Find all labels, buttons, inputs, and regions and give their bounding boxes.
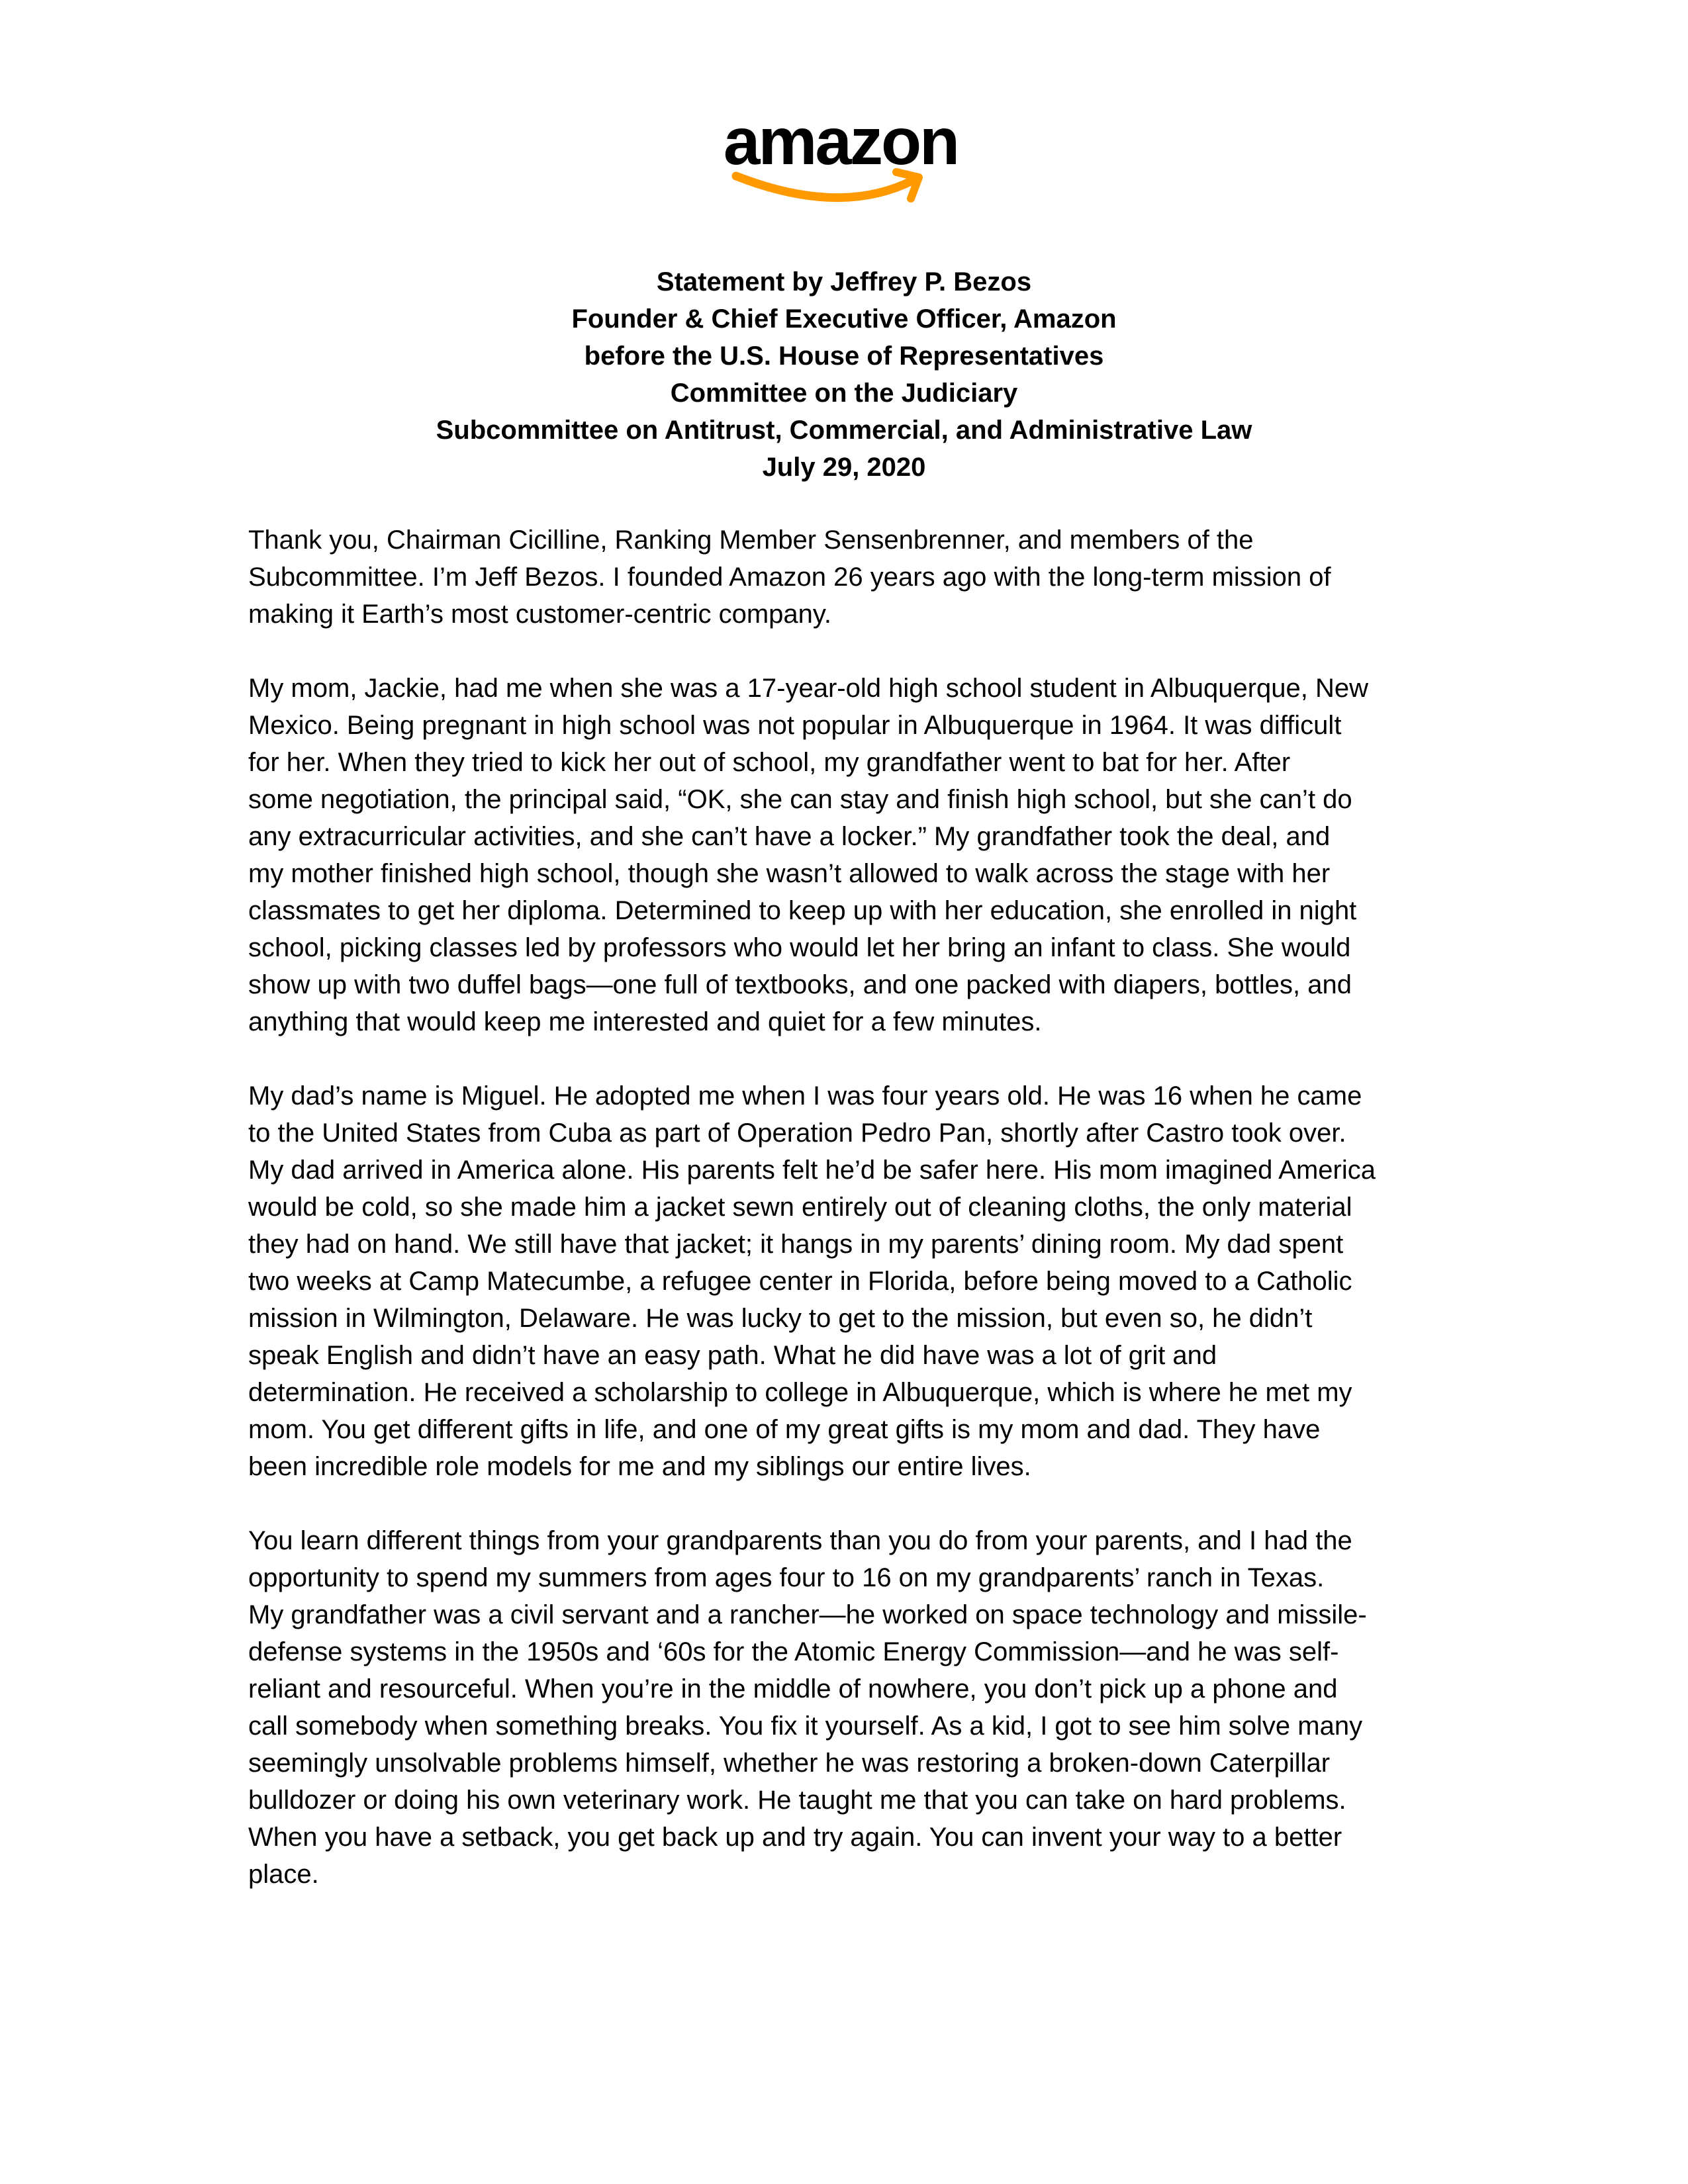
statement-heading (182, 263, 1506, 486)
paragraph-line: reliant and resourceful. When you’re in the middle of nowhere, you don’t pick up a phone and (248, 1674, 1338, 1704)
paragraph-intro (248, 522, 1440, 633)
paragraph-mother (248, 670, 1440, 1040)
paragraph-line: two weeks at Camp Matecumbe, a refugee center in Florida, before being moved to a Catholic (248, 1267, 1352, 1296)
amazon-logo (695, 106, 986, 212)
paragraph-line: making it Earth’s most customer-centric company. (248, 600, 832, 629)
paragraph-line: show up with two duffel bags—one full of textbooks, and one packed with diapers, bottles, and (248, 970, 1352, 999)
heading-title: Statement by Jeffrey P. Bezos (656, 267, 1032, 296)
statement-body (248, 522, 1440, 1930)
amazon-logo-graphic (695, 106, 986, 212)
paragraph-line: Thank you, Chairman Cicilline, Ranking Member Sensenbrenner, and members of the (248, 525, 1254, 555)
amazon-wordmark: amazon (723, 106, 959, 179)
heading-date: July 29, 2020 (762, 453, 926, 482)
paragraph-line: mission in Wilmington, Delaware. He was lucky to get to the mission, but even so, he didn’t (248, 1304, 1313, 1333)
paragraph-line: anything that would keep me interested and quiet for a few minutes. (248, 1007, 1042, 1036)
paragraph-line: mom. You get different gifts in life, and one of my great gifts is my mom and dad. They have (248, 1415, 1321, 1444)
paragraph-line: My mom, Jackie, had me when she was a 17-year-old high school student in Albuquerque, New (248, 674, 1369, 703)
paragraph-line: You learn different things from your grandparents than you do from your parents, and I had the (248, 1526, 1352, 1555)
paragraph-line: place. (248, 1860, 319, 1889)
paragraph-line: bulldozer or doing his own veterinary work. He taught me that you can take on hard problems. (248, 1786, 1346, 1815)
paragraph-line: My dad’s name is Miguel. He adopted me when I was four years old. He was 16 when he came (248, 1081, 1362, 1111)
paragraph-line: my mother finished high school, though she wasn’t allowed to walk across the stage with her (248, 859, 1331, 888)
heading-subcommittee: Subcommittee on Antitrust, Commercial, and Administrative Law (436, 416, 1252, 445)
paragraph-line: school, picking classes led by professors who would let her bring an infant to class. She would (248, 933, 1351, 962)
paragraph-line: classmates to get her diploma. Determined to keep up with her education, she enrolled in night (248, 896, 1357, 925)
paragraph-line: opportunity to spend my summers from ages four to 16 on my grandparents’ ranch in Texas. (248, 1563, 1325, 1592)
paragraph-line: any extracurricular activities, and she can’t have a locker.” My grandfather took the deal, and (248, 822, 1331, 851)
paragraph-line: determination. He received a scholarship to college in Albuquerque, which is where he met my (248, 1378, 1352, 1407)
heading-venue: before the U.S. House of Representatives (584, 341, 1104, 371)
paragraph-line: defense systems in the 1950s and ‘60s for the Atomic Energy Commission—and he was self- (248, 1637, 1339, 1666)
paragraph-father (248, 1077, 1440, 1485)
paragraph-line: some negotiation, the principal said, “OK, she can stay and finish high school, but she can’t do (248, 785, 1352, 814)
paragraph-line: seemingly unsolvable problems himself, whether he was restoring a broken-down Caterpillar (248, 1749, 1331, 1778)
paragraph-grandparents (248, 1522, 1440, 1893)
paragraph-line: My dad arrived in America alone. His parents felt he’d be safer here. His mom imagined America (248, 1156, 1376, 1185)
paragraph-line: When you have a setback, you get back up and try again. You can invent your way to a better (248, 1823, 1342, 1852)
paragraph-line: to the United States from Cuba as part of Operation Pedro Pan, shortly after Castro took over. (248, 1118, 1346, 1148)
paragraph-line: Subcommittee. I’m Jeff Bezos. I founded Amazon 26 years ago with the long-term mission of (248, 563, 1331, 592)
paragraph-line: Mexico. Being pregnant in high school was not popular in Albuquerque in 1964. It was difficult (248, 711, 1342, 740)
heading-committee: Committee on the Judiciary (670, 379, 1018, 408)
paragraph-line: would be cold, so she made him a jacket sewn entirely out of cleaning cloths, the only material (248, 1193, 1352, 1222)
paragraph-line: for her. When they tried to kick her out of school, my grandfather went to bat for her. After (248, 748, 1291, 777)
paragraph-line: My grandfather was a civil servant and a rancher—he worked on space technology and missile- (248, 1600, 1367, 1629)
paragraph-line: been incredible role models for me and my siblings our entire lives. (248, 1452, 1031, 1481)
amazon-smile-icon (736, 176, 914, 198)
heading-position: Founder & Chief Executive Officer, Amazon (571, 304, 1117, 334)
paragraph-line: call somebody when something breaks. You fix it yourself. As a kid, I got to see him solve many (248, 1711, 1363, 1741)
paragraph-line: they had on hand. We still have that jacket; it hangs in my parents’ dining room. My dad spent (248, 1230, 1344, 1259)
paragraph-line: speak English and didn’t have an easy path. What he did have was a lot of grit and (248, 1341, 1217, 1370)
